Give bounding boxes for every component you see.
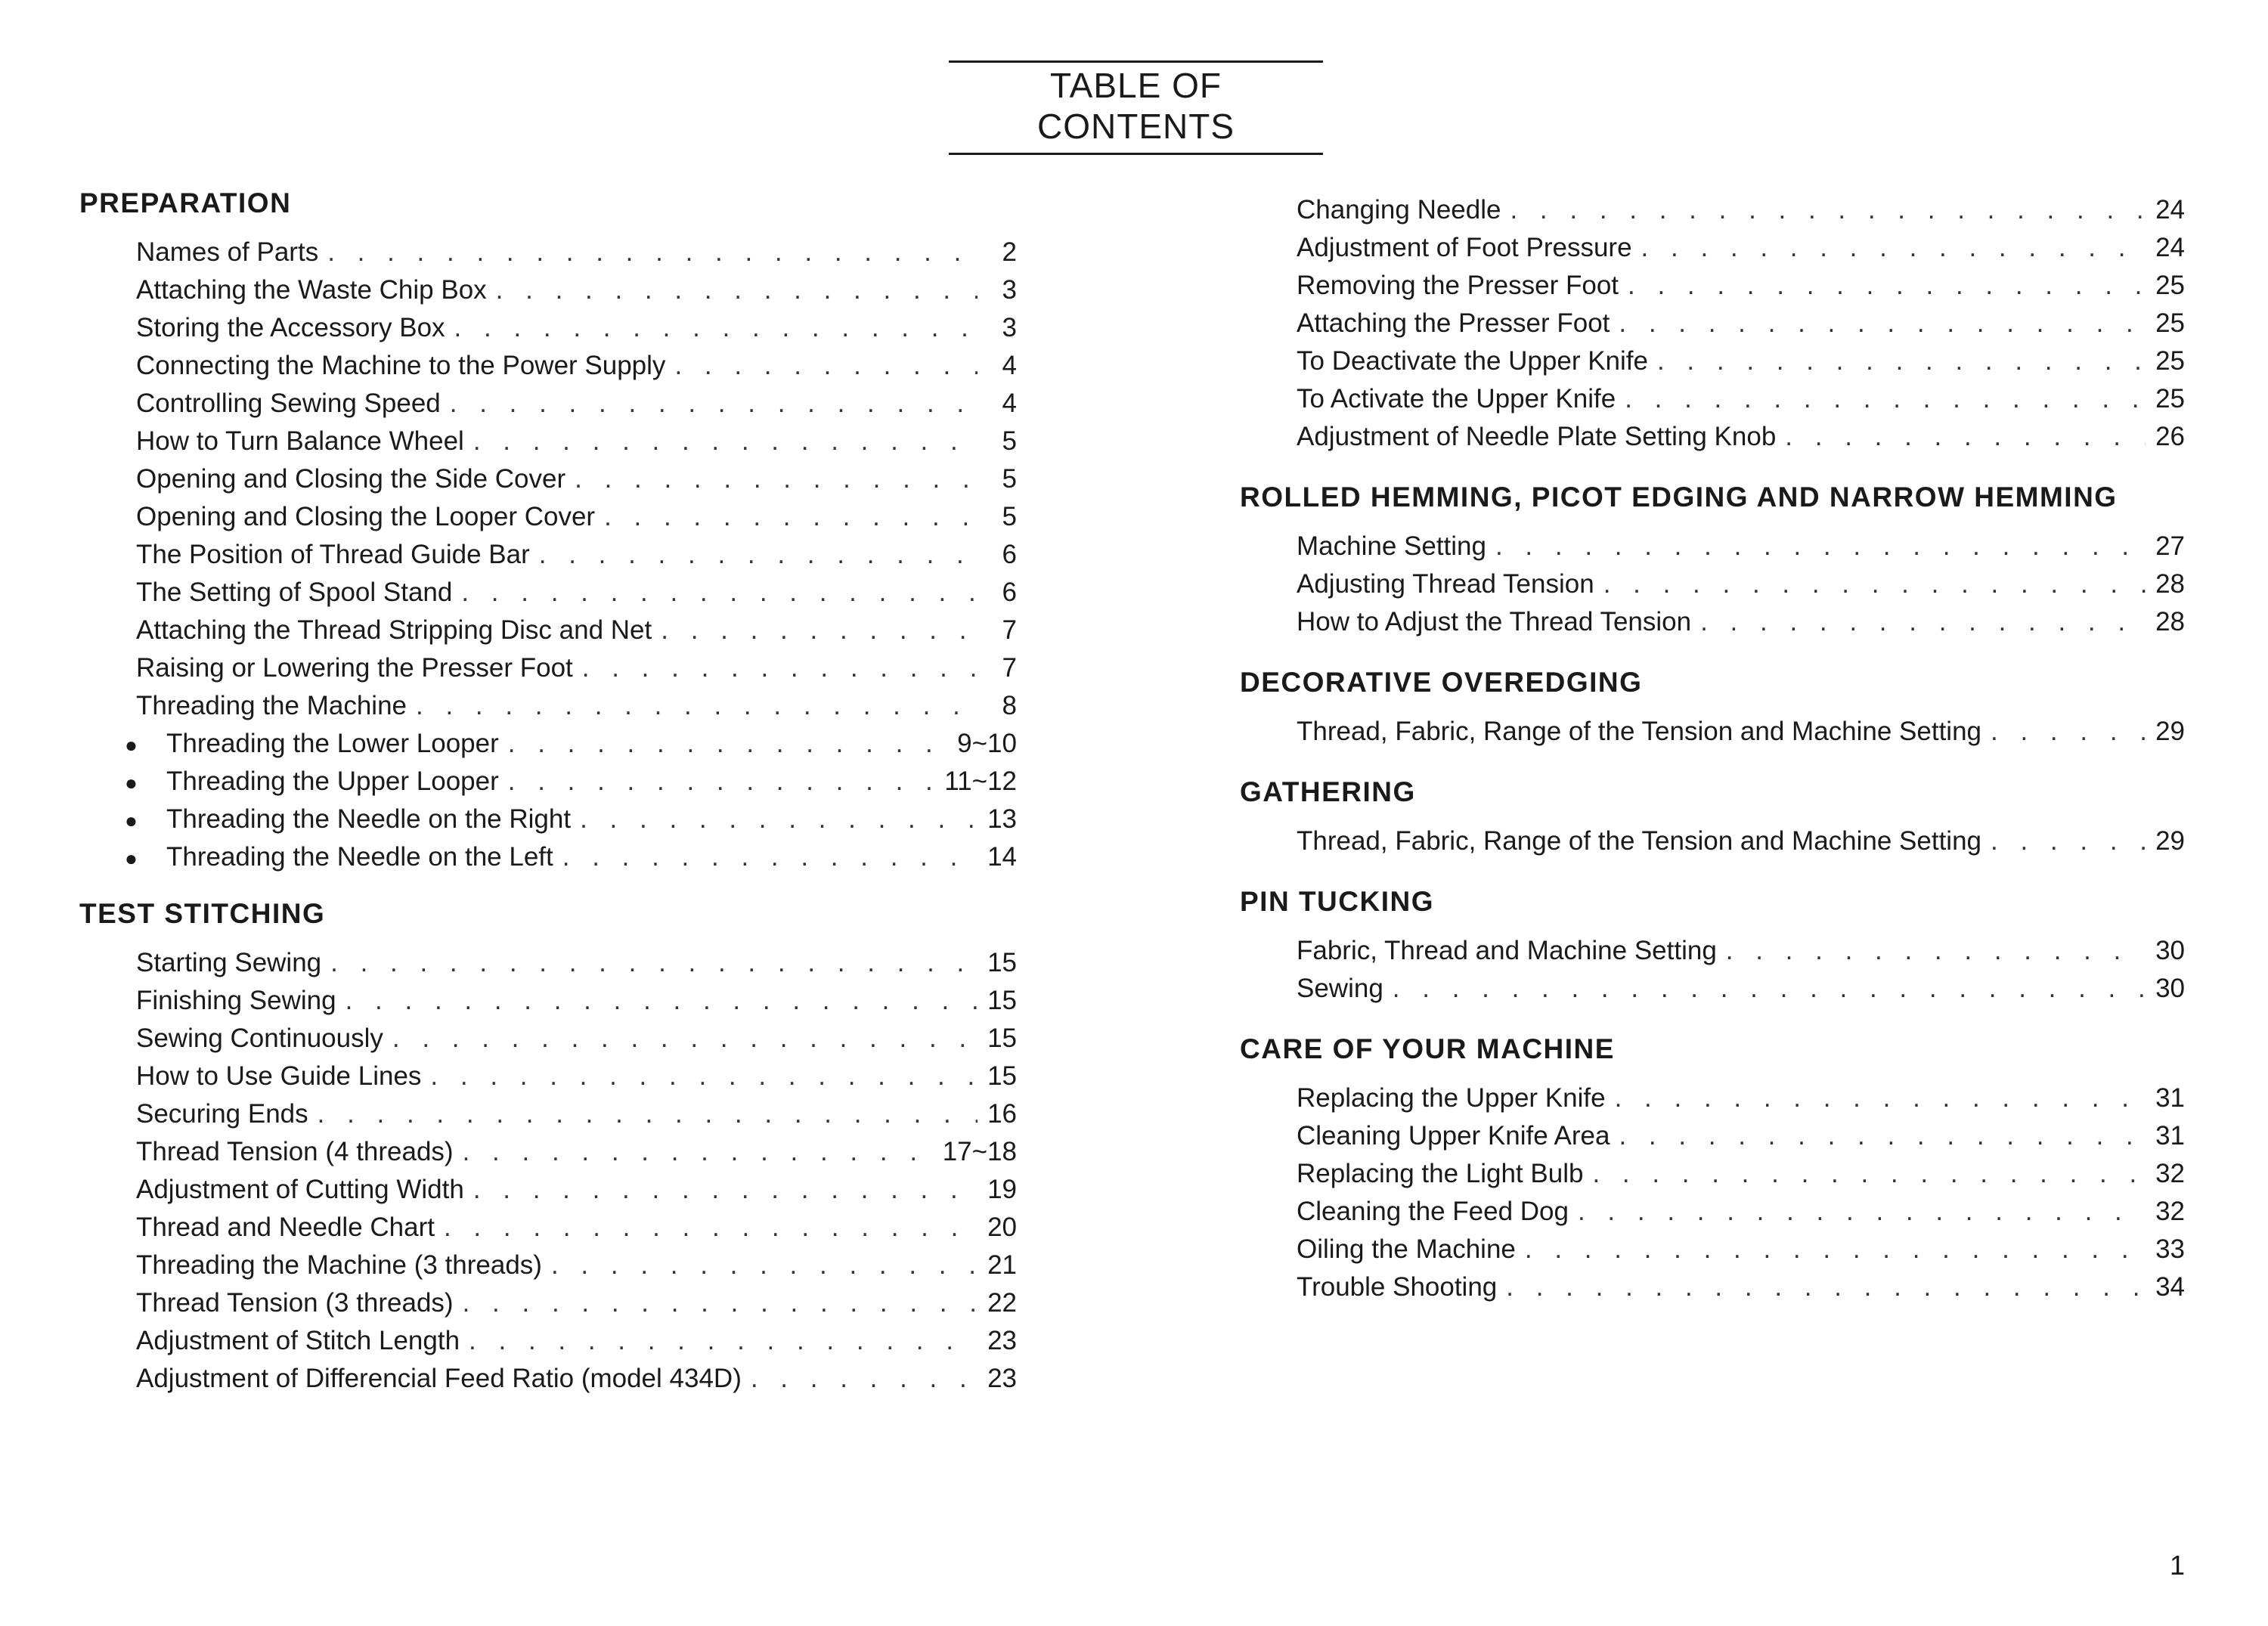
toc-entry-page: 34: [2155, 1272, 2185, 1302]
dot-leader: [1525, 1231, 2146, 1268]
dot-leader: [1991, 822, 2146, 860]
dot-leader: [392, 1020, 978, 1058]
toc-entry-page: 7: [1002, 615, 1017, 645]
section-heading: PIN TUCKING: [1240, 886, 1434, 917]
toc-entry-page: 24: [2155, 195, 2185, 225]
dot-leader: [1619, 1117, 2146, 1155]
toc-entry[interactable]: [79, 423, 1024, 460]
toc-entry-page: 17~18: [942, 1137, 1017, 1166]
toc-entry[interactable]: [1240, 1155, 2192, 1193]
section-heading: ROLLED HEMMING, PICOT EDGING AND NARROW HEMMING: [1240, 482, 2118, 513]
toc-entry-page: 4: [1002, 389, 1017, 418]
toc-entry-page: 29: [2155, 826, 2185, 856]
toc-entry-label: Opening and Closing the Side Cover: [136, 464, 566, 494]
dot-leader: [539, 536, 978, 574]
toc-entry[interactable]: [1240, 342, 2192, 380]
toc-entry[interactable]: [1240, 1193, 2192, 1231]
dot-leader: [1657, 342, 2146, 380]
toc-entry-label: Connecting the Machine to the Power Supply: [136, 351, 666, 380]
section-heading: TEST STITCHING: [79, 898, 326, 929]
toc-entry-page: 21: [987, 1250, 1017, 1280]
toc-entry-label: Adjustment of Stitch Length: [136, 1326, 460, 1355]
toc-entry-label: Starting Sewing: [136, 948, 322, 977]
dot-leader: [1619, 305, 2146, 342]
toc-entry-label: Changing Needle: [1297, 195, 1501, 225]
dot-leader: [444, 1209, 978, 1247]
toc-entry[interactable]: [79, 687, 1024, 725]
toc-entry-page: 11~12: [944, 767, 1017, 796]
dot-leader: [1628, 267, 2146, 305]
toc-entry-label: Adjustment of Cutting Width: [136, 1175, 464, 1204]
toc-entry-label: Opening and Closing the Looper Cover: [136, 502, 596, 531]
toc-entry-page: 4: [1002, 351, 1017, 380]
toc-entry-label: Threading the Machine (3 threads): [136, 1250, 542, 1280]
dot-leader: [551, 1247, 978, 1284]
toc-entry-label: Attaching the Thread Stripping Disc and Net: [136, 615, 652, 645]
dot-leader: [1785, 418, 2146, 456]
toc-entry-label: Fabric, Thread and Machine Setting: [1297, 936, 1717, 965]
toc-entry-label: Replacing the Light Bulb: [1297, 1159, 1584, 1188]
toc-entry[interactable]: [1240, 267, 2192, 305]
toc-entry-label: How to Turn Balance Wheel: [136, 426, 464, 456]
toc-entry[interactable]: [79, 612, 1024, 649]
toc-entry[interactable]: [79, 234, 1024, 271]
toc-entry-page: 20: [987, 1213, 1017, 1242]
toc-entry[interactable]: [79, 1020, 1024, 1058]
toc-entry-page: 25: [2155, 346, 2185, 376]
dot-leader: [416, 687, 978, 725]
toc-entry-page: 33: [2155, 1234, 2185, 1264]
toc-entry[interactable]: [79, 1322, 1024, 1360]
toc-entry-page: 6: [1002, 540, 1017, 569]
toc-entry[interactable]: [79, 1171, 1024, 1209]
toc-entry-label: Oiling the Machine: [1297, 1234, 1516, 1264]
toc-entry-label: Finishing Sewing: [136, 986, 336, 1015]
toc-entry-label: Replacing the Upper Knife: [1297, 1083, 1606, 1113]
toc-entry-page: 15: [987, 948, 1017, 977]
dot-leader: [1615, 1079, 2146, 1117]
toc-entry[interactable]: [79, 536, 1024, 574]
dot-leader: [1991, 713, 2146, 751]
toc-entry-page: 23: [987, 1364, 1017, 1393]
toc-entry-label: How to Adjust the Thread Tension: [1297, 607, 1692, 636]
toc-entry-page: 15: [987, 986, 1017, 1015]
dot-leader: [345, 982, 978, 1020]
toc-entry-page: 5: [1002, 502, 1017, 531]
dot-leader: [1726, 932, 2146, 970]
toc-entry[interactable]: [1240, 565, 2192, 603]
toc-entry-page: 32: [2155, 1197, 2185, 1226]
toc-entry-label: Threading the Upper Looper: [166, 767, 499, 796]
toc-entry-page: 31: [2155, 1121, 2185, 1151]
toc-entry-label: Adjustment of Foot Pressure: [1297, 233, 1632, 262]
toc-entry-page: 3: [1002, 275, 1017, 305]
toc-entry-label: The Position of Thread Guide Bar: [136, 540, 530, 569]
toc-entry[interactable]: [79, 385, 1024, 423]
dot-leader: [1510, 191, 2146, 229]
toc-entry[interactable]: [79, 1284, 1024, 1322]
bullet-icon: ●: [125, 771, 138, 794]
toc-entry-page: 25: [2155, 308, 2185, 338]
toc-entry-label: Adjustment of Needle Plate Setting Knob: [1297, 422, 1777, 451]
toc-entry-page: 2: [1002, 237, 1017, 267]
dot-leader: [469, 1322, 978, 1360]
toc-entry-label: Thread Tension (3 threads): [136, 1288, 454, 1318]
toc-entry[interactable]: [1240, 932, 2192, 970]
dot-leader: [508, 725, 948, 763]
toc-entry-label: Storing the Accessory Box: [136, 313, 445, 342]
toc-entry[interactable]: [79, 763, 1024, 801]
bullet-icon: ●: [125, 809, 138, 832]
toc-entry-label: Machine Setting: [1297, 531, 1486, 561]
dot-leader: [496, 271, 978, 309]
toc-entry[interactable]: [1240, 603, 2192, 641]
dot-leader: [1700, 603, 2146, 641]
toc-entry[interactable]: [79, 1360, 1024, 1398]
toc-entry-label: Thread and Needle Chart: [136, 1213, 435, 1242]
toc-entry-page: 16: [987, 1099, 1017, 1129]
dot-leader: [1641, 229, 2146, 267]
toc-entry-label: Sewing Continuously: [136, 1024, 383, 1053]
dot-leader: [674, 347, 978, 385]
toc-entry-page: 24: [2155, 233, 2185, 262]
toc-entry[interactable]: [1240, 1079, 2192, 1117]
toc-entry-label: Sewing: [1297, 974, 1383, 1003]
toc-entry[interactable]: [79, 498, 1024, 536]
toc-entry-page: 30: [2155, 936, 2185, 965]
toc-entry-label: To Activate the Upper Knife: [1297, 384, 1616, 413]
section-heading: GATHERING: [1240, 776, 1416, 807]
dot-leader: [1603, 565, 2146, 603]
dot-leader: [1495, 528, 2146, 565]
dot-leader: [330, 944, 978, 982]
dot-leader: [473, 423, 978, 460]
toc-entry-label: Attaching the Presser Foot: [1297, 308, 1610, 338]
dot-leader: [751, 1360, 978, 1398]
toc-entry[interactable]: [79, 982, 1024, 1020]
toc-entry-label: Adjustment of Differencial Feed Ratio (model 434D): [136, 1364, 742, 1393]
dot-leader: [430, 1058, 978, 1095]
section-heading: DECORATIVE OVEREDGING: [1240, 667, 1643, 698]
section-heading: CARE OF YOUR MACHINE: [1240, 1033, 1615, 1064]
dot-leader: [575, 460, 978, 498]
dot-leader: [454, 309, 978, 347]
right-column: [1240, 191, 2192, 1306]
toc-entry[interactable]: [79, 1209, 1024, 1247]
toc-entry[interactable]: [1240, 380, 2192, 418]
dot-leader: [1578, 1193, 2146, 1231]
toc-entry[interactable]: [79, 1095, 1024, 1133]
toc-entry[interactable]: [79, 649, 1024, 687]
toc-entry-page: 26: [2155, 422, 2185, 451]
toc-entry[interactable]: [1240, 1268, 2192, 1306]
dot-leader: [461, 574, 978, 612]
toc-entry-label: Removing the Presser Foot: [1297, 271, 1619, 300]
toc-entry[interactable]: [1240, 822, 2192, 860]
toc-entry-page: 27: [2155, 531, 2185, 561]
toc-entry-label: Threading the Lower Looper: [166, 729, 499, 758]
toc-entry-label: Trouble Shooting: [1297, 1272, 1498, 1302]
dot-leader: [604, 498, 978, 536]
section-heading: PREPARATION: [79, 187, 292, 218]
dot-leader: [562, 838, 978, 876]
toc-entry-page: 7: [1002, 653, 1017, 683]
toc-entry-page: 25: [2155, 384, 2185, 413]
toc-entry[interactable]: [79, 309, 1024, 347]
toc-entry-page: 28: [2155, 607, 2185, 636]
toc-entry[interactable]: [1240, 528, 2192, 565]
toc-entry[interactable]: [79, 347, 1024, 385]
toc-entry-page: 3: [1002, 313, 1017, 342]
toc-entry-label: Threading the Machine: [136, 691, 407, 720]
toc-entry-label: Attaching the Waste Chip Box: [136, 275, 487, 305]
toc-entry-label: To Deactivate the Upper Knife: [1297, 346, 1648, 376]
toc-entry-page: 23: [987, 1326, 1017, 1355]
toc-entry[interactable]: [79, 944, 1024, 982]
toc-entry[interactable]: [79, 725, 1024, 763]
toc-entry-page: 13: [987, 804, 1017, 834]
toc-entry-page: 28: [2155, 569, 2185, 599]
toc-entry-page: 31: [2155, 1083, 2185, 1113]
toc-entry-label: Cleaning the Feed Dog: [1297, 1197, 1569, 1226]
toc-entry-label: The Setting of Spool Stand: [136, 578, 453, 607]
page-title: TABLE OF CONTENTS: [949, 60, 1323, 155]
toc-entry[interactable]: [79, 271, 1024, 309]
dot-leader: [582, 649, 978, 687]
toc-entry-page: 25: [2155, 271, 2185, 300]
bullet-icon: ●: [125, 733, 138, 757]
toc-entry[interactable]: [1240, 191, 2192, 229]
toc-entry[interactable]: [1240, 713, 2192, 751]
toc-entry[interactable]: [1240, 1231, 2192, 1268]
toc-entry-label: Thread Tension (4 threads): [136, 1137, 454, 1166]
toc-entry-page: 14: [987, 842, 1017, 872]
toc-entry-page: 5: [1002, 464, 1017, 494]
page-number: 1: [2170, 1550, 2186, 1581]
toc-entry-label: Raising or Lowering the Presser Foot: [136, 653, 573, 683]
toc-entry-page: 9~10: [957, 729, 1017, 758]
dot-leader: [463, 1133, 934, 1171]
dot-leader: [1393, 970, 2146, 1008]
toc-entry-page: 8: [1002, 691, 1017, 720]
toc-entry[interactable]: [1240, 970, 2192, 1008]
toc-entry[interactable]: [1240, 305, 2192, 342]
toc-entry[interactable]: [79, 801, 1024, 838]
toc-entry[interactable]: [1240, 1117, 2192, 1155]
toc-entry[interactable]: [79, 1247, 1024, 1284]
bullet-icon: ●: [125, 847, 138, 870]
toc-entry-page: 32: [2155, 1159, 2185, 1188]
toc-entry-label: Adjusting Thread Tension: [1297, 569, 1594, 599]
toc-entry[interactable]: [1240, 229, 2192, 267]
toc-entry-page: 6: [1002, 578, 1017, 607]
toc-entry[interactable]: [79, 1133, 1024, 1171]
toc-entry-label: Threading the Needle on the Left: [166, 842, 553, 872]
toc-entry-label: Cleaning Upper Knife Area: [1297, 1121, 1610, 1151]
toc-entry-page: 15: [987, 1024, 1017, 1053]
dot-leader: [463, 1284, 978, 1322]
dot-leader: [473, 1171, 978, 1209]
toc-entry-label: Names of Parts: [136, 237, 319, 267]
dot-leader: [318, 1095, 978, 1133]
toc-entry-label: Controlling Sewing Speed: [136, 389, 441, 418]
left-column: [79, 184, 1024, 1398]
toc-entry-label: How to Use Guide Lines: [136, 1061, 422, 1091]
dot-leader: [580, 801, 978, 838]
toc-entry-label: Thread, Fabric, Range of the Tension and Machine Setting: [1297, 717, 1982, 746]
toc-entry-label: Thread, Fabric, Range of the Tension and Machine Setting: [1297, 826, 1982, 856]
toc-entry[interactable]: [79, 574, 1024, 612]
toc-entry[interactable]: [1240, 418, 2192, 456]
toc-entry-page: 5: [1002, 426, 1017, 456]
dot-leader: [1506, 1268, 2146, 1306]
toc-entry[interactable]: [79, 838, 1024, 876]
toc-entry[interactable]: [79, 1058, 1024, 1095]
dot-leader: [450, 385, 978, 423]
toc-entry-label: Threading the Needle on the Right: [166, 804, 572, 834]
toc-entry-page: 15: [987, 1061, 1017, 1091]
toc-entry-page: 29: [2155, 717, 2185, 746]
toc-entry-page: 30: [2155, 974, 2185, 1003]
dot-leader: [1625, 380, 2146, 418]
toc-entry-page: 19: [987, 1175, 1017, 1204]
toc-entry[interactable]: [79, 460, 1024, 498]
dot-leader: [327, 234, 978, 271]
dot-leader: [1592, 1155, 2146, 1193]
dot-leader: [508, 763, 936, 801]
dot-leader: [661, 612, 978, 649]
toc-entry-page: 22: [987, 1288, 1017, 1318]
toc-entry-label: Securing Ends: [136, 1099, 308, 1129]
